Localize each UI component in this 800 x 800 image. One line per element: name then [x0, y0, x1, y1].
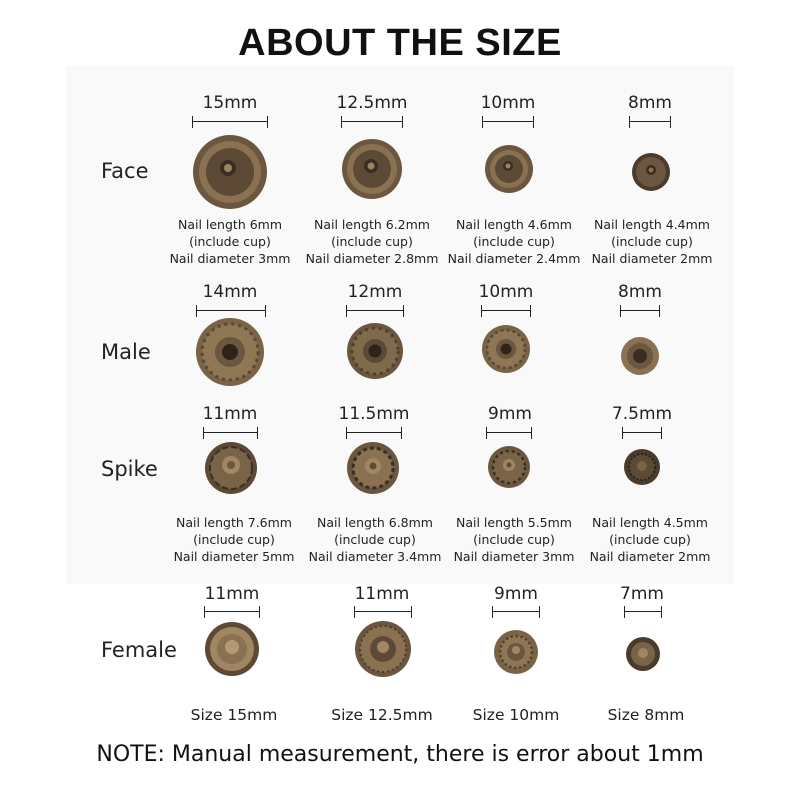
- face-spec-1: [170, 216, 291, 267]
- size-caption-2: Size 12.5mm: [331, 706, 433, 724]
- face-spec-4-nail-diameter: Nail diameter 2mm: [591, 251, 713, 266]
- size-caption-1: Size 15mm: [190, 706, 278, 724]
- face-dimension-bracket-1: [192, 116, 268, 128]
- spike-snap-11-5mm-image: [346, 441, 400, 495]
- face-spec-3: [448, 216, 581, 267]
- row-label-face: Face: [101, 159, 149, 183]
- face-spec-2-cup-note: (include cup): [331, 234, 413, 249]
- spike-spec-4-nail-diameter: Nail diameter 2mm: [589, 549, 711, 564]
- male-snap-10mm-image: [481, 324, 531, 374]
- spike-spec-2-nail-diameter: Nail diameter 3.4mm: [308, 549, 442, 564]
- spike-snap-11mm-image: [204, 441, 258, 495]
- face-spec-3-nail-diameter: Nail diameter 2.4mm: [447, 251, 581, 266]
- male-size-3: 10mm: [478, 282, 534, 302]
- size-caption-4: Size 8mm: [607, 706, 685, 724]
- spike-spec-4-cup-note: (include cup): [609, 532, 691, 547]
- female-size-3: 9mm: [494, 584, 538, 604]
- female-dimension-bracket-1: [204, 606, 260, 618]
- spike-dimension-bracket-1: [203, 427, 258, 439]
- measurement-note: NOTE: Manual measurement, there is error about 1mm: [96, 742, 704, 767]
- face-spec-1-cup-note: (include cup): [189, 234, 271, 249]
- face-spec-1-nail-length: Nail length 6mm: [177, 217, 283, 232]
- face-snap-8mm-image: [631, 152, 671, 192]
- female-size-4: 7mm: [620, 584, 664, 604]
- face-dimension-bracket-2: [341, 116, 403, 128]
- male-snap-14mm-image: [195, 317, 265, 387]
- face-spec-3-nail-length: Nail length 4.6mm: [456, 217, 572, 232]
- face-spec-2: [306, 216, 439, 267]
- male-dimension-bracket-2: [346, 305, 404, 317]
- spike-size-2: 11.5mm: [338, 404, 410, 424]
- male-size-4: 8mm: [618, 282, 662, 302]
- male-dimension-bracket-3: [481, 305, 531, 317]
- face-size-3: 10mm: [480, 93, 536, 113]
- face-spec-3-cup-note: (include cup): [473, 234, 555, 249]
- spike-spec-4: [590, 514, 711, 565]
- spike-spec-1-nail-length: Nail length 7.6mm: [176, 515, 292, 530]
- face-dimension-bracket-3: [482, 116, 534, 128]
- spike-dimension-bracket-3: [486, 427, 532, 439]
- spike-spec-1-cup-note: (include cup): [193, 532, 275, 547]
- face-snap-10mm-image: [484, 144, 534, 194]
- spike-snap-9mm-image: [487, 445, 531, 489]
- face-snap-15mm-image: [192, 134, 268, 210]
- spike-spec-1-nail-diameter: Nail diameter 5mm: [173, 549, 295, 564]
- face-spec-2-nail-diameter: Nail diameter 2.8mm: [305, 251, 439, 266]
- spike-spec-2-nail-length: Nail length 6.8mm: [317, 515, 433, 530]
- spike-spec-2-cup-note: (include cup): [334, 532, 416, 547]
- female-snap-7mm-image: [625, 636, 661, 672]
- face-size-2: 12.5mm: [336, 93, 408, 113]
- page-title: ABOUT THE SIZE: [238, 22, 562, 64]
- face-size-4: 8mm: [628, 93, 672, 113]
- spike-dimension-bracket-4: [622, 427, 662, 439]
- face-dimension-bracket-4: [629, 116, 671, 128]
- size-caption-3: Size 10mm: [472, 706, 560, 724]
- female-size-1: 11mm: [204, 584, 260, 604]
- spike-spec-1: [174, 514, 295, 565]
- female-snap-9mm-image: [493, 629, 539, 675]
- female-snap-11mm-image: [204, 621, 260, 677]
- male-snap-8mm-image: [620, 336, 660, 376]
- spike-spec-3-nail-length: Nail length 5.5mm: [456, 515, 572, 530]
- spike-size-4: 7.5mm: [611, 404, 673, 424]
- spike-dimension-bracket-2: [346, 427, 402, 439]
- row-label-female: Female: [101, 638, 177, 662]
- face-spec-4-nail-length: Nail length 4.4mm: [594, 217, 710, 232]
- face-spec-4-cup-note: (include cup): [611, 234, 693, 249]
- row-label-spike: Spike: [101, 457, 158, 481]
- male-dimension-bracket-1: [196, 305, 266, 317]
- face-size-1: 15mm: [202, 93, 258, 113]
- face-spec-2-nail-length: Nail length 6.2mm: [314, 217, 430, 232]
- male-size-2: 12mm: [347, 282, 403, 302]
- row-label-male: Male: [101, 340, 151, 364]
- female-size-2: 11mm: [354, 584, 410, 604]
- female-snap-11mm-b-image: [354, 620, 412, 678]
- female-dimension-bracket-4: [624, 606, 662, 618]
- spike-spec-3: [454, 514, 575, 565]
- face-snap-12-5mm-image: [341, 138, 403, 200]
- female-dimension-bracket-2: [354, 606, 412, 618]
- spike-spec-3-nail-diameter: Nail diameter 3mm: [453, 549, 575, 564]
- face-spec-1-nail-diameter: Nail diameter 3mm: [169, 251, 291, 266]
- male-snap-12mm-image: [346, 322, 404, 380]
- spike-spec-3-cup-note: (include cup): [473, 532, 555, 547]
- spike-size-3: 9mm: [488, 404, 532, 424]
- female-dimension-bracket-3: [492, 606, 540, 618]
- spike-size-1: 11mm: [202, 404, 258, 424]
- male-size-1: 14mm: [202, 282, 258, 302]
- face-spec-4: [592, 216, 713, 267]
- spike-snap-7-5mm-image: [623, 448, 661, 486]
- spike-spec-2: [309, 514, 442, 565]
- spike-spec-4-nail-length: Nail length 4.5mm: [592, 515, 708, 530]
- male-dimension-bracket-4: [620, 305, 660, 317]
